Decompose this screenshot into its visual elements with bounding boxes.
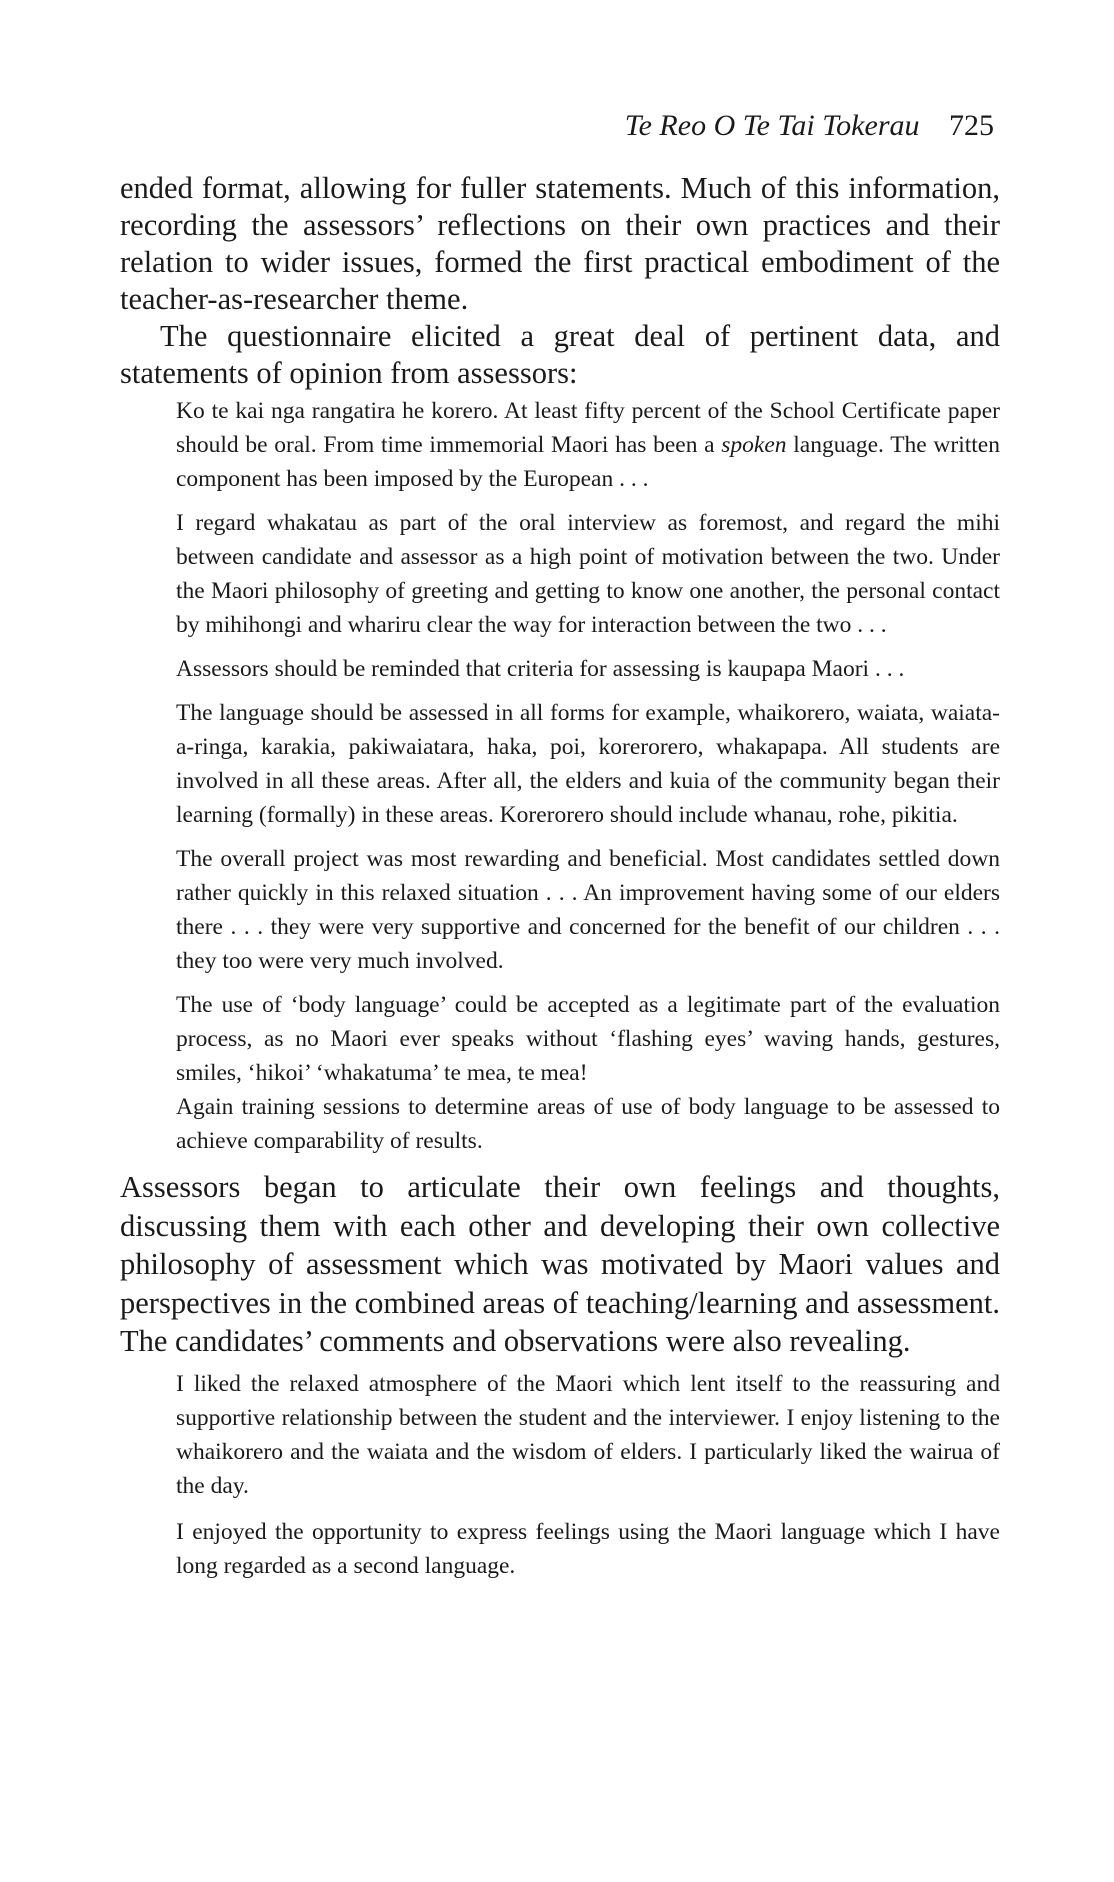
quote-text: Ko te kai nga rangatira he korero. At least fifty percent of the School Certificate paper should be oral. From time immemorial Maori has been a <box>176 398 1000 458</box>
quote-language-forms: The language should be assessed in all forms for example, whaikorero, waiata, waiata-a-ringa, karakia, pakiwaiatara, haka, poi, korerorero, whakapapa. All students are involved in all these areas. After all, the elders and kuia of the community began their learning (formally) in these areas. Korerorero should include whanau, rohe, pikitia. <box>176 700 1000 828</box>
body-text <box>120 170 1000 1595</box>
quote-project: The overall project was most rewarding and beneficial. Most candidates settled down rather quickly in this relaxed situation . . . An improvement having some of our elders there . . . they were very supportive and concerned for the benefit of our children . . . they too were very much involved. <box>176 846 1000 974</box>
paragraph-continued: ended format, allowing for fuller statements. Much of this information, recording the assessors’ reflections on their own practices and their relation to wider issues, formed the first practical embodiment of the teacher-as-researcher theme. <box>120 171 1000 316</box>
quote-text: language. The written component has been imposed by the European . . . <box>176 432 1000 492</box>
quote-kaupapa: Assessors should be reminded that criteria for assessing is kaupapa Maori . . . <box>176 656 905 682</box>
quote-relaxed-atmosphere: I liked the relaxed atmosphere of the Maori which lent itself to the reassuring and supportive relationship between the student and the interviewer. I enjoy listening to the whaikorero and the waiata and the wisdom of elders. I particularly liked the wairua of the day. <box>176 1370 1000 1499</box>
quote-second-language: I enjoyed the opportunity to express feelings using the Maori language which I have long regarded as a second language. <box>176 1518 1000 1579</box>
quote-emphasis: spoken <box>721 432 787 458</box>
paragraph-questionnaire: The questionnaire elicited a great deal of pertinent data, and statements of opinion from assessors: <box>120 319 1000 390</box>
running-head <box>625 108 994 144</box>
quote-body-language: The use of ‘body language’ could be accepted as a legitimate part of the evaluation process, as no Maori ever speaks without ‘flashing eyes’ waving hands, gestures, smiles, ‘hikoi’ ‘whakatuma’ te mea, te mea! <box>176 992 1000 1086</box>
page-number: 725 <box>949 109 994 142</box>
running-head-title: Te Reo O Te Tai Tokerau <box>624 109 920 142</box>
assessor-quotes <box>176 394 1000 1158</box>
paragraph-assessors: Assessors began to articulate their own feelings and thoughts, discussing them with each other and developing their own collective philosophy of assessment which was motivated by Maori values and perspectives in the combined areas of teaching/learning and assessment. The candidates’ comments and observations were also revealing. <box>120 1170 1000 1358</box>
quote-training: Again training sessions to determine areas of use of body language to be assessed to achieve comparability of results. <box>176 1094 1000 1154</box>
quote-oral-paper <box>176 394 1000 496</box>
quote-whakatau: I regard whakatau as part of the oral interview as foremost, and regard the mihi between candidate and assessor as a high point of motivation between the two. Under the Maori philosophy of greeting and getting to know one another, the personal contact by mihihongi and whariru clear the way for interaction between the two . . . <box>176 510 1000 638</box>
candidate-quotes <box>176 1367 1000 1583</box>
